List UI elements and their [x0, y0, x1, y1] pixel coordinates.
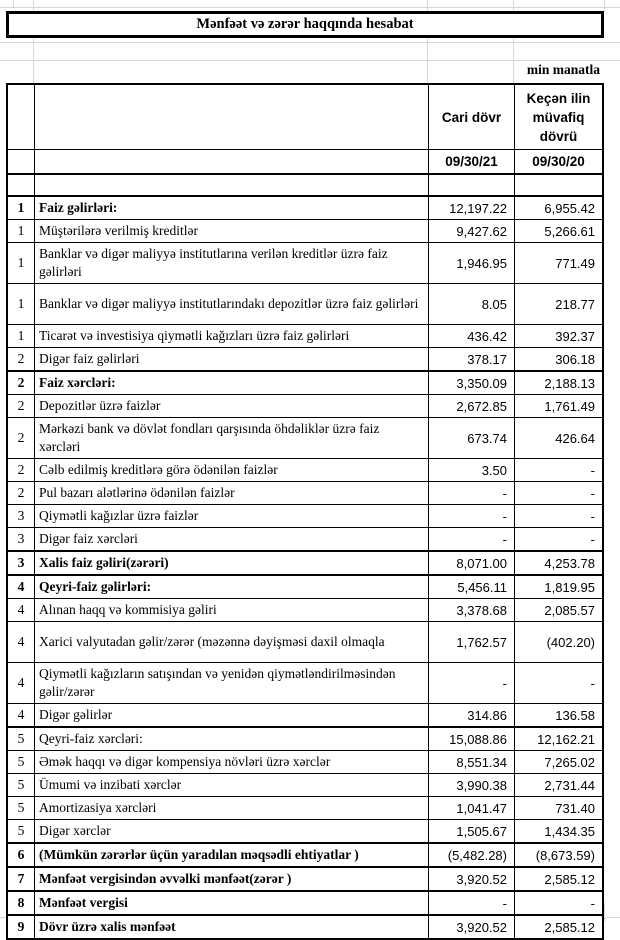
previous-value-cell: 392.37	[514, 325, 602, 347]
table-row	[8, 662, 602, 703]
col-header-current: Cari dövr	[428, 85, 514, 149]
row-number-cell: 4	[17, 602, 25, 617]
row-label-cell: Qiymətli kağızların satışından və yenidən qiymətləndirilməsindən gəlir/zərər	[34, 663, 428, 703]
row-number-cell: 4	[17, 634, 25, 649]
row-label-cell: Digər xərclər	[34, 820, 428, 842]
table-row	[8, 527, 602, 550]
table-body	[8, 195, 602, 938]
row-number-cell: 1	[17, 255, 25, 270]
row-label-cell: Qeyri-faiz gəlirləri:	[34, 576, 428, 598]
previous-value-cell: 5,266.61	[514, 220, 602, 242]
table-row	[8, 866, 602, 890]
current-period-date: 09/30/21	[428, 150, 514, 173]
row-number-cell: 1	[17, 328, 25, 343]
table-row	[8, 347, 602, 370]
table-date-row	[8, 149, 602, 173]
previous-value-cell: -	[514, 528, 602, 550]
unit-note: min manatla	[526, 62, 600, 77]
table-row	[8, 842, 602, 866]
row-label-cell: Amortizasiya xərcləri	[34, 797, 428, 819]
header-number-cell	[8, 85, 34, 149]
row-label-cell: Depozitlər üzrə faizlər	[34, 395, 428, 417]
current-value-cell: 3,920.52	[428, 868, 514, 890]
current-value-cell: -	[428, 505, 514, 527]
current-value-cell: 378.17	[428, 348, 514, 370]
table-row	[8, 417, 602, 458]
row-label-cell: Digər gəlirlər	[34, 704, 428, 726]
previous-value-cell: 1,434.35	[514, 820, 602, 842]
row-number-cell: 1	[17, 223, 25, 238]
current-value-cell: 2,672.85	[428, 395, 514, 417]
row-label-cell: Mənfəət vergisi	[34, 892, 428, 914]
previous-value-cell: (402.20)	[514, 622, 602, 662]
row-label-cell: Faiz xərcləri:	[34, 372, 428, 394]
date-number-cell	[8, 150, 34, 173]
previous-value-cell: 6,955.42	[514, 197, 602, 219]
row-label-cell: Əmək haqqı və digər kompensiya növləri üzrə xərclər	[34, 751, 428, 773]
row-label-cell: Faiz gəlirləri:	[34, 197, 428, 219]
table-row	[8, 796, 602, 819]
current-value-cell: 9,427.62	[428, 220, 514, 242]
row-label-cell: Qiymətli kağızlar üzrə faizlər	[34, 505, 428, 527]
row-label-cell: Dövr üzrə xalis mənfəət	[34, 916, 428, 938]
row-number-cell: 3	[17, 531, 25, 546]
previous-value-cell: 731.40	[514, 797, 602, 819]
current-value-cell: -	[428, 528, 514, 550]
table-row	[8, 890, 602, 914]
table-row	[8, 914, 602, 938]
table-row	[8, 726, 602, 750]
row-label-cell: Digər faiz xərcləri	[34, 528, 428, 550]
table-row	[8, 819, 602, 842]
current-value-cell: 12,197.22	[428, 197, 514, 219]
table-row	[8, 574, 602, 598]
table-row	[8, 370, 602, 394]
row-label-cell: Mərkəzi bank və dövlət fondları qarşısında öhdəliklər üzrə faiz xərcləri	[34, 418, 428, 458]
previous-period-date: 09/30/20	[514, 150, 602, 173]
current-value-cell: 8,551.34	[428, 751, 514, 773]
row-number-cell: 2	[17, 430, 25, 445]
row-label-cell: (Mümkün zərərlər üçün yaradılan məqsədli ehtiyatlar )	[34, 844, 428, 866]
row-number-cell: 5	[17, 800, 25, 815]
row-number-cell: 2	[17, 375, 25, 390]
row-label-cell: Qeyri-faiz xərcləri:	[34, 728, 428, 750]
spacer-row	[8, 173, 602, 195]
current-value-cell: 436.42	[428, 325, 514, 347]
table-row	[8, 481, 602, 504]
gridline	[604, 903, 605, 922]
table-row	[8, 283, 602, 324]
table-row	[8, 242, 602, 283]
previous-value-cell: 7,265.02	[514, 751, 602, 773]
table-row	[8, 621, 602, 662]
current-value-cell: 1,505.67	[428, 820, 514, 842]
row-label-cell: Cəlb edilmiş kreditlərə görə ödənilən faizlər	[34, 459, 428, 481]
date-label-cell	[34, 150, 428, 173]
current-value-cell: 1,762.57	[428, 622, 514, 662]
table-row	[8, 598, 602, 621]
previous-value-cell: 426.64	[514, 418, 602, 458]
table-row	[8, 195, 602, 219]
table-row	[8, 773, 602, 796]
report-table	[6, 83, 604, 940]
row-label-cell: Pul bazarı alətlərinə ödənilən faizlər	[34, 482, 428, 504]
row-label-cell: Alınan haqq və kommisiya gəliri	[34, 599, 428, 621]
row-number-cell: 2	[17, 351, 25, 366]
row-number-cell: 1	[17, 296, 25, 311]
row-label-cell: Xalis faiz gəliri(zərəri)	[34, 552, 428, 574]
row-label-cell: Mənfəət vergisindən əvvəlki mənfəət(zərər )	[34, 868, 428, 890]
gridline	[0, 42, 620, 43]
row-number-cell: 5	[17, 754, 25, 769]
current-value-cell: 8,071.00	[428, 552, 514, 574]
previous-value-cell: -	[514, 505, 602, 527]
previous-value-cell: 1,819.95	[514, 576, 602, 598]
row-number-cell: 2	[17, 462, 25, 477]
gridline	[0, 7, 620, 8]
table-row	[8, 750, 602, 773]
previous-value-cell: (8,673.59)	[514, 844, 602, 866]
col-header-previous: Keçən ilin müvafiq dövrü	[514, 85, 602, 149]
row-label-cell: Müştərilərə verilmiş kreditlər	[34, 220, 428, 242]
gridline	[13, 0, 14, 8]
table-row	[8, 458, 602, 481]
current-value-cell: 8.05	[428, 284, 514, 324]
row-label-cell: Banklar və digər maliyyə institutlarındakı depozitlər üzrə faiz gəlirləri	[34, 284, 428, 324]
gridline	[604, 0, 605, 12]
row-number-cell: 5	[17, 777, 25, 792]
previous-value-cell: 2,585.12	[514, 868, 602, 890]
current-value-cell: (5,482.28)	[428, 844, 514, 866]
previous-value-cell: 136.58	[514, 704, 602, 726]
report-title: Mənfəət və zərər haqqında hesabat	[6, 11, 604, 38]
current-value-cell: 314.86	[428, 704, 514, 726]
current-value-cell: -	[428, 482, 514, 504]
row-number-cell: 9	[17, 919, 25, 934]
previous-value-cell: 1,761.49	[514, 395, 602, 417]
row-number-cell: 2	[17, 398, 25, 413]
row-label-cell: Ticarət və investisiya qiymətli kağızları üzrə faiz gəlirləri	[34, 325, 428, 347]
row-number-cell: 4	[17, 579, 25, 594]
row-label-cell: Digər faiz gəlirləri	[34, 348, 428, 370]
previous-value-cell: 218.77	[514, 284, 602, 324]
previous-value-cell: -	[514, 892, 602, 914]
row-label-cell: Xarici valyutadan gəlir/zərər (məzənnə dəyişməsi daxil olmaqla	[34, 622, 428, 662]
previous-value-cell: 4,253.78	[514, 552, 602, 574]
previous-value-cell: -	[514, 663, 602, 703]
row-number-cell: 3	[17, 555, 25, 570]
current-value-cell: 1,041.47	[428, 797, 514, 819]
row-number-cell: 8	[17, 895, 25, 910]
table-row	[8, 219, 602, 242]
row-label-cell: Banklar və digər maliyyə institutlarına verilən kreditlər üzrə faiz gəlirləri	[34, 243, 428, 283]
previous-value-cell: 306.18	[514, 348, 602, 370]
row-number-cell: 5	[17, 731, 25, 746]
table-row	[8, 504, 602, 527]
table-row	[8, 394, 602, 417]
previous-value-cell: 2,731.44	[514, 774, 602, 796]
previous-value-cell: -	[514, 482, 602, 504]
previous-value-cell: 2,085.57	[514, 599, 602, 621]
table-row	[8, 703, 602, 726]
previous-value-cell: 2,585.12	[514, 916, 602, 938]
row-number-cell: 3	[17, 508, 25, 523]
table-row	[8, 550, 602, 574]
previous-value-cell: -	[514, 459, 602, 481]
current-value-cell: -	[428, 892, 514, 914]
previous-value-cell: 771.49	[514, 243, 602, 283]
header-label-cell	[34, 85, 428, 149]
current-value-cell: 3,990.38	[428, 774, 514, 796]
current-value-cell: 15,088.86	[428, 728, 514, 750]
row-number-cell: 1	[17, 200, 25, 215]
current-value-cell: 3,350.09	[428, 372, 514, 394]
current-value-cell: -	[428, 663, 514, 703]
previous-value-cell: 2,188.13	[514, 372, 602, 394]
current-value-cell: 673.74	[428, 418, 514, 458]
previous-value-cell: 12,162.21	[514, 728, 602, 750]
current-value-cell: 5,456.11	[428, 576, 514, 598]
current-value-cell: 3,920.52	[428, 916, 514, 938]
gridline	[0, 60, 620, 61]
current-value-cell: 1,946.95	[428, 243, 514, 283]
row-number-cell: 6	[17, 847, 25, 862]
row-number-cell: 7	[17, 871, 25, 886]
current-value-cell: 3.50	[428, 459, 514, 481]
current-value-cell: 3,378.68	[428, 599, 514, 621]
row-number-cell: 5	[17, 823, 25, 838]
row-label-cell: Ümumi və inzibati xərclər	[34, 774, 428, 796]
table-header-row	[8, 85, 602, 149]
row-number-cell: 4	[17, 675, 25, 690]
row-number-cell: 4	[17, 707, 25, 722]
row-number-cell: 2	[17, 485, 25, 500]
table-row	[8, 324, 602, 347]
